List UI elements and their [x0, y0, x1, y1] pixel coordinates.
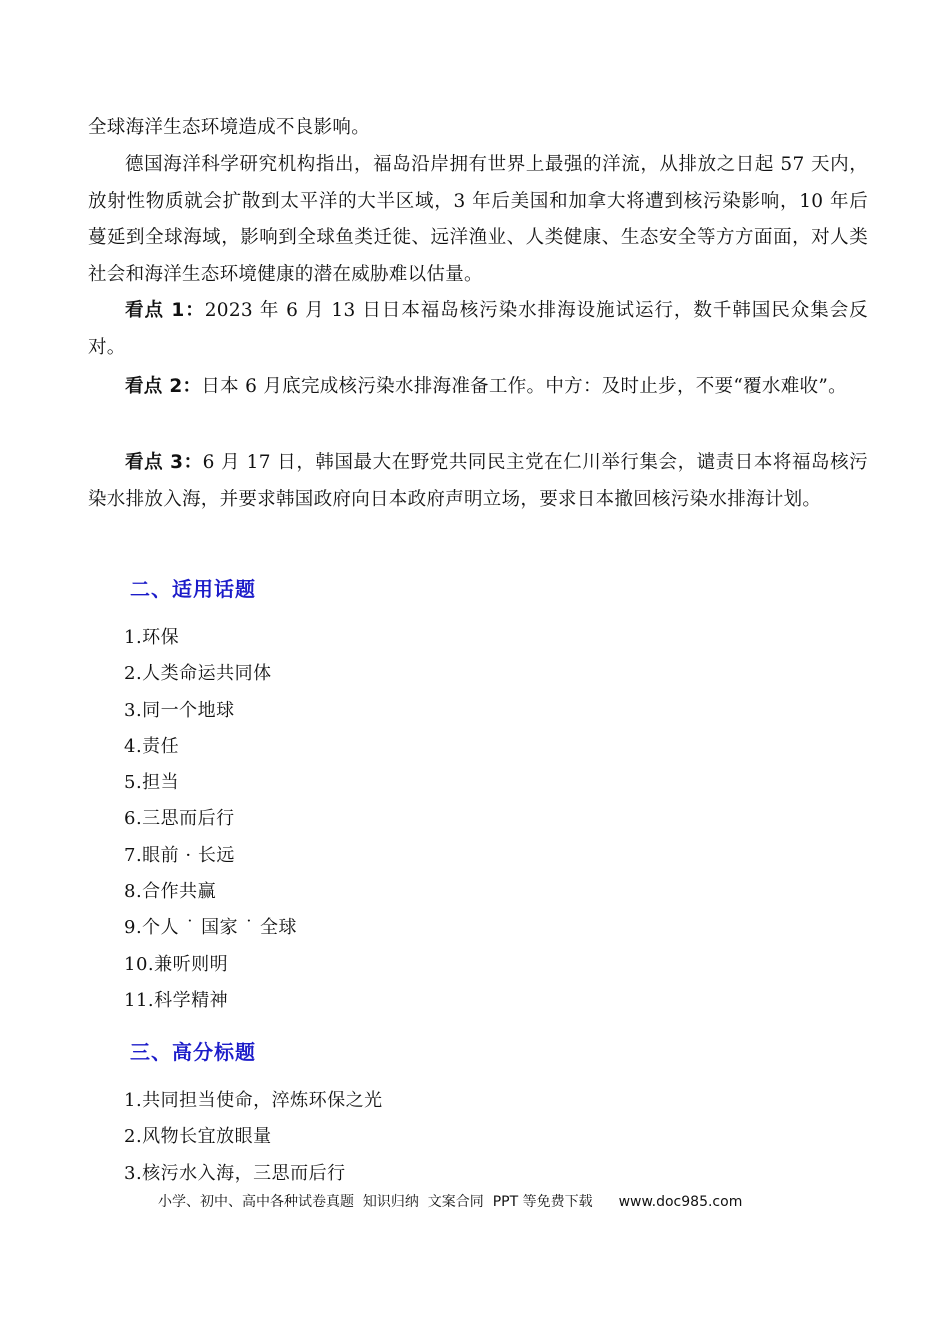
paragraph-intro: 全球海洋生态环境造成不良影响。 [88, 117, 371, 138]
point-1-text: 2023 年 6 月 13 日日本福岛核污染水排海设施试运行，数千韩国民众集会反对。 [88, 300, 868, 358]
point-2-text: 日本 6 月底完成核污染水排海准备工作。中方：及时止步，不要“覆水难收”。 [201, 376, 847, 397]
list-item: 10.兼听则明 [124, 953, 229, 975]
list-item: 3.同一个地球 [124, 699, 235, 721]
footer-url: www.doc985.com [618, 1194, 743, 1210]
point-2-label: 看点 2： [125, 376, 202, 397]
point-2 [88, 369, 868, 406]
section-2-title: 二、适用话题 [130, 577, 256, 601]
list-item: 1.共同担当使命，淬炼环保之光 [124, 1090, 383, 1111]
paragraph-research: 德国海洋科学研究机构指出，福岛沿岸拥有世界上最强的洋流，从排放之日起 57 天内，放射性物质就会扩散到太平洋的大半区域，3 年后美国和加拿大将遭到核污染影响，10 年后蔓延到全球海域，影响到全球鱼类迁徙、远洋渔业、人类健康、生态安全等方方面面，对人类社会和海洋生态环境健康的潜在威胁难以估量。 [88, 154, 868, 285]
section-3-title: 三、高分标题 [130, 1040, 256, 1064]
point-3 [88, 445, 868, 518]
list-item: 9.个人 ˙ 国家 ˙ 全球 [124, 917, 298, 939]
topic-list [124, 620, 297, 1019]
list-item: 2.人类命运共同体 [124, 663, 272, 685]
footer-text: 小学、初中、高中各种试卷真题 知识归纳 文案合同 PPT 等免费下载 [158, 1194, 593, 1210]
title-list [124, 1083, 383, 1192]
list-item: 2.风物长宜放眼量 [124, 1126, 272, 1148]
list-item: 3.核污水入海，三思而后行 [124, 1162, 346, 1184]
point-1 [88, 293, 868, 366]
list-item: 4.责任 [124, 735, 180, 757]
point-1-label: 看点 1： [125, 300, 205, 321]
point-3-label: 看点 3： [125, 452, 203, 473]
list-item: 1.环保 [124, 627, 180, 648]
list-item: 11.科学精神 [124, 989, 229, 1011]
list-item: 8.合作共赢 [124, 881, 217, 903]
list-item: 6.三思而后行 [124, 808, 235, 830]
page-footer [158, 1191, 742, 1211]
point-3-text: 6 月 17 日，韩国最大在野党共同民主党在仁川举行集会，谴责日本将福岛核污染水排放入海，并要求韩国政府向日本政府声明立场，要求日本撤回核污染水排海计划。 [88, 452, 868, 510]
list-item: 5.担当 [124, 772, 180, 794]
list-item: 7.眼前 · 长远 [124, 844, 235, 866]
